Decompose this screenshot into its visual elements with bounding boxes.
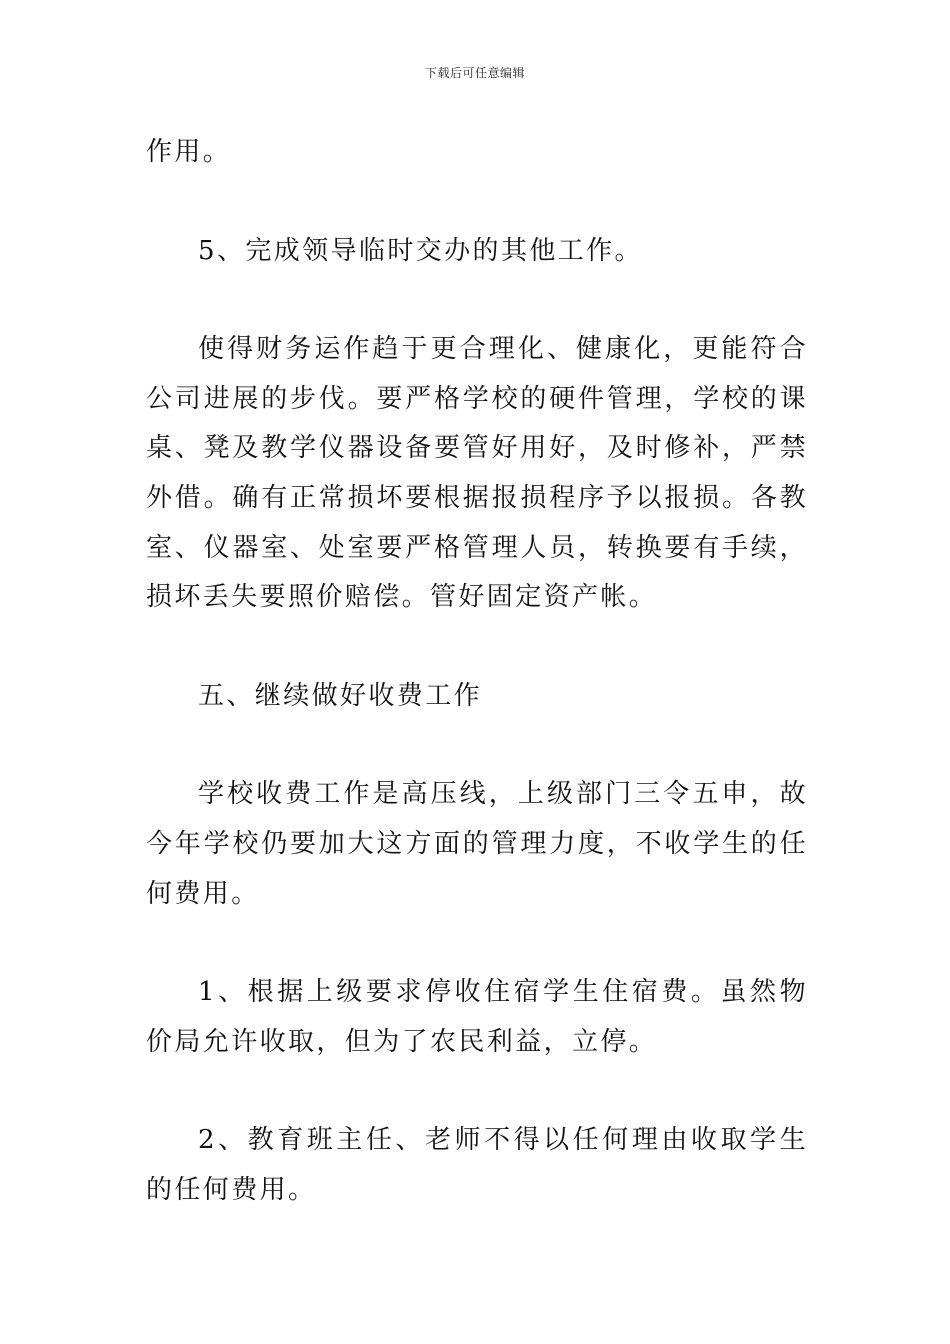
paragraph-1: 作用。 [146,137,232,167]
paragraph-7: 2、教育班主任、老师不得以任何理由收取学生的任何费用。 [146,1125,808,1205]
paragraph-5: 学校收费工作是高压线，上级部门三令五申，故今年学校仍要加大这方面的管理力度，不收学生的任何费用。 [146,779,808,909]
paragraph-3: 使得财务运作趋于更合理化、健康化，更能符合公司进展的步伐。要严格学校的硬件管理，学校的课桌、凳及教学仪器设备要管好用好，及时修补，严禁外借。确有正常损坏要根据报损程序予以报损。各教室、仪器室、处室要严格管理人员，转换要有手续，损坏丢失要照价赔偿。管好固定资产帐。 [146,334,808,613]
paragraph-6: 1、根据上级要求停收住宿学生住宿费。虽然物价局允许收取，但为了农民利益，立停。 [146,977,808,1057]
section-heading: 五、继续做好收费工作 [198,680,483,711]
document-body [146,128,808,1265]
page-header: 下载后可任意编辑 [424,66,525,80]
paragraph-2: 5、完成领导临时交办的其他工作。 [198,235,643,266]
